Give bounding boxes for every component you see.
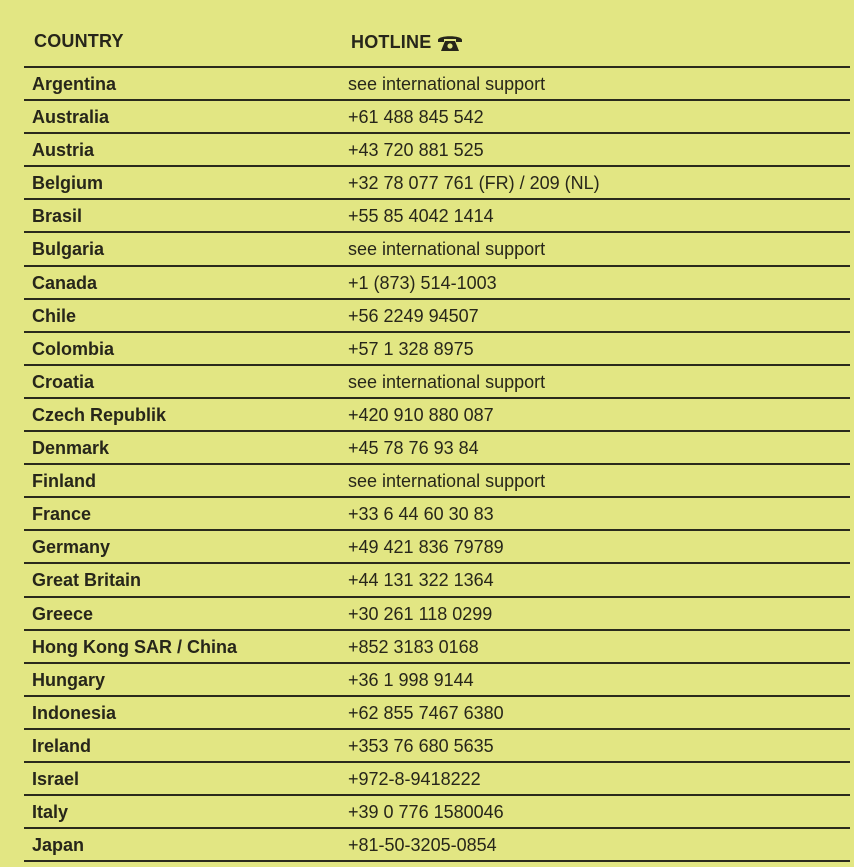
table-row — [24, 432, 850, 465]
country-cell: Indonesia — [32, 702, 117, 723]
country-cell: Colombia — [32, 338, 115, 359]
country-cell: Belgium — [32, 173, 104, 194]
hotline-cell: +57 1 328 8975 — [348, 338, 474, 359]
country-cell: Croatia — [32, 371, 95, 392]
hotline-cell: +56 2249 94507 — [348, 305, 479, 326]
country-cell: Brasil — [32, 206, 83, 227]
hotline-cell: +420 910 880 087 — [348, 404, 494, 425]
hotline-cell: see international support — [348, 239, 546, 260]
table-row — [24, 598, 850, 631]
table-row — [24, 763, 850, 796]
country-cell: Argentina — [32, 74, 117, 94]
table-row — [24, 134, 850, 167]
table-row — [24, 796, 850, 829]
hotline-cell: +81-50-3205-0854 — [348, 835, 497, 856]
hotline-cell: +36 1 998 9144 — [348, 669, 474, 690]
table-row — [24, 664, 850, 697]
hotline-cell: +61 488 845 542 — [348, 107, 484, 128]
hotline-cell: +45 78 76 93 84 — [348, 438, 479, 459]
country-cell: Great Britain — [32, 570, 142, 591]
hotline-cell: +33 6 44 60 30 83 — [348, 504, 494, 525]
country-cell: Greece — [32, 603, 94, 624]
hotline-cell: +55 85 4042 1414 — [348, 206, 494, 227]
table-row — [24, 167, 850, 200]
country-cell: Ireland — [32, 735, 92, 756]
hotline-cell: +30 261 118 0299 — [348, 603, 493, 624]
hotline-cell: +972-8-9418222 — [348, 768, 481, 789]
table-row — [24, 829, 850, 862]
table-row — [24, 68, 850, 101]
table-row — [24, 366, 850, 399]
country-cell: Australia — [32, 107, 110, 128]
hotline-cell: +32 78 077 761 (FR) / 209 (NL) — [348, 173, 600, 194]
hotline-table — [24, 66, 850, 862]
hotline-cell: see international support — [348, 74, 546, 94]
table-row — [24, 101, 850, 134]
table-row — [24, 498, 850, 531]
table-row — [24, 564, 850, 597]
country-cell: Germany — [32, 537, 111, 558]
country-cell: Israel — [32, 768, 80, 789]
telephone-icon — [436, 33, 464, 53]
hotline-label: HOTLINE — [351, 32, 432, 52]
hotline-cell: +353 76 680 5635 — [348, 735, 494, 756]
country-cell: Czech Republik — [32, 404, 167, 425]
country-cell: Hungary — [32, 669, 106, 690]
hotline-cell: see international support — [348, 371, 546, 392]
table-row — [24, 399, 850, 432]
country-cell: Japan — [32, 835, 85, 856]
country-cell: Hong Kong SAR / China — [32, 636, 237, 657]
country-cell: Bulgaria — [32, 239, 105, 260]
table-row — [24, 200, 850, 233]
country-cell: Denmark — [32, 438, 110, 459]
table-row — [24, 631, 850, 664]
hotline-column-header — [351, 32, 464, 53]
hotline-cell: +44 131 322 1364 — [348, 570, 494, 591]
country-column-header: COUNTRY — [34, 31, 124, 51]
table-row — [24, 233, 850, 266]
table-row — [24, 531, 850, 564]
hotline-cell: +62 855 7467 6380 — [348, 702, 504, 723]
table-row — [24, 267, 850, 300]
table-row — [24, 730, 850, 763]
hotline-cell: +49 421 836 79789 — [348, 537, 504, 558]
country-cell: Finland — [32, 471, 96, 492]
table-header — [0, 0, 854, 66]
country-cell: Austria — [32, 140, 95, 161]
hotline-cell: see international support — [348, 471, 546, 492]
table-row — [24, 300, 850, 333]
country-cell: France — [32, 504, 92, 525]
country-cell: Canada — [32, 272, 98, 293]
country-cell: Italy — [32, 802, 69, 823]
table-row — [24, 333, 850, 366]
hotline-cell: +43 720 881 525 — [348, 140, 484, 161]
hotline-cell: +1 (873) 514-1003 — [348, 272, 497, 293]
hotline-cell: +39 0 776 1580046 — [348, 802, 504, 823]
country-cell: Chile — [32, 305, 77, 326]
table-row — [24, 697, 850, 730]
hotline-cell: +852 3183 0168 — [348, 636, 479, 657]
table-row — [24, 465, 850, 498]
